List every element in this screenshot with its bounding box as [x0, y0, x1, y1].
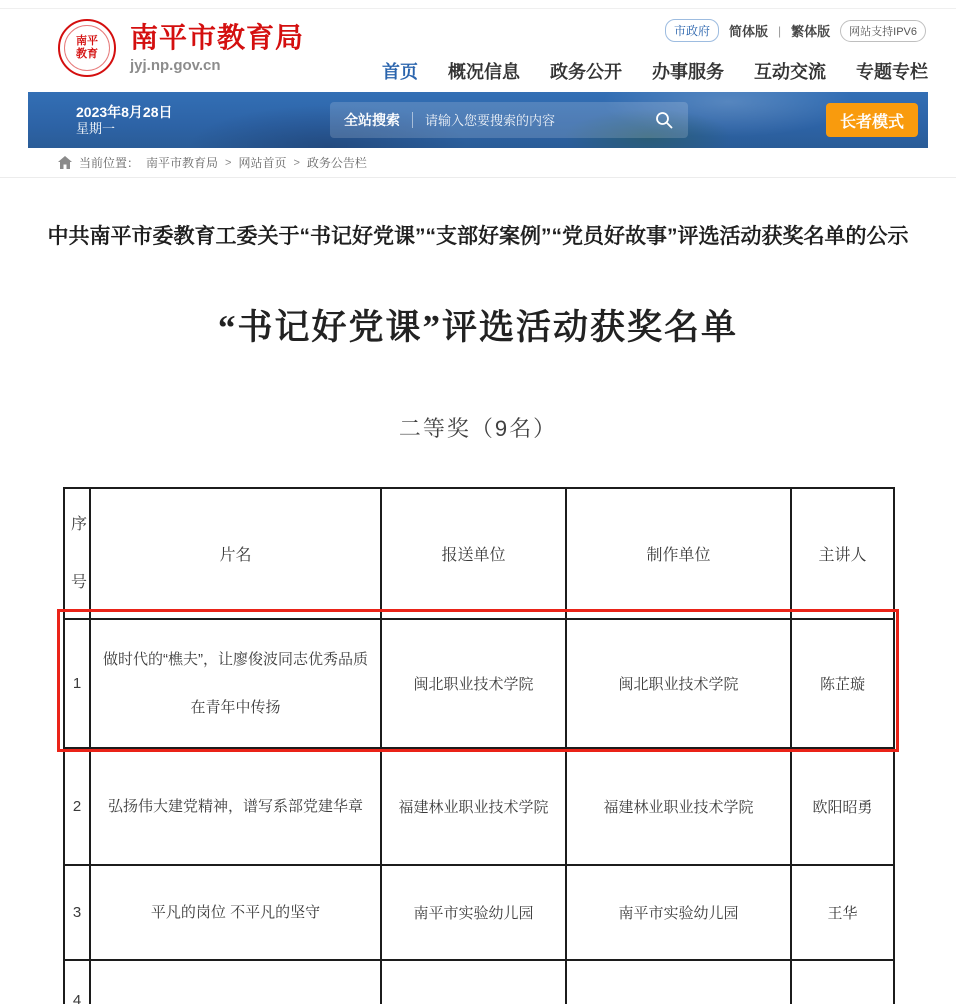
- top-divider: [0, 0, 956, 9]
- nav-interaction[interactable]: 互动交流: [754, 62, 826, 82]
- table-row: [64, 748, 894, 865]
- article-title: 中共南平市委教育工委关于“书记好党课”“支部好案例”“党员好故事”评选活动获奖名单的公示: [47, 225, 909, 248]
- nav-services[interactable]: 办事服务: [652, 62, 724, 82]
- table-cell: 3: [64, 865, 90, 960]
- table-cell: 闽北职业技术学院: [381, 619, 566, 748]
- table-cell: 欧阳昭勇: [791, 748, 894, 865]
- table-cell: 陈芷璇: [791, 619, 894, 748]
- search-divider: [412, 112, 413, 128]
- city-gov-link[interactable]: 市政府: [665, 19, 719, 42]
- breadcrumb-section[interactable]: 政务公告栏: [306, 156, 367, 170]
- table-cell: 闽北职业技术学院: [566, 619, 791, 748]
- breadcrumb-row: [0, 148, 956, 178]
- awards-table-wrap: [63, 487, 893, 1004]
- simplified-link[interactable]: 简体版: [728, 24, 768, 39]
- table-cell: 王华: [791, 865, 894, 960]
- search-label: 全站搜索: [344, 112, 400, 128]
- article-subtitle: “书记好党课”评选活动获奖名单: [217, 308, 738, 347]
- table-cell: 南平市实验幼儿园: [381, 865, 566, 960]
- table-cell: [90, 960, 381, 1004]
- nav-overview[interactable]: 概况信息: [448, 62, 520, 82]
- current-weekday: 星期一: [76, 120, 116, 136]
- nav-home[interactable]: 首页: [382, 62, 418, 82]
- award-section-label: 二等奖（9名）: [398, 416, 558, 441]
- search-input[interactable]: [425, 113, 654, 128]
- table-row: [64, 960, 894, 1004]
- table-cell: [381, 960, 566, 1004]
- header-film-title: 片名: [90, 488, 381, 619]
- table-row: [64, 619, 894, 748]
- seal-logo-icon: [58, 19, 116, 77]
- table-row: [64, 865, 894, 960]
- date-block: [76, 104, 173, 137]
- table-cell: 弘扬伟大建党精神，谱写系部党建华章: [90, 748, 381, 865]
- site-header: [0, 9, 956, 92]
- table-cell: 南平市实验幼儿园: [566, 865, 791, 960]
- link-separator: |: [778, 23, 782, 38]
- breadcrumb: [28, 148, 928, 177]
- breadcrumb-site[interactable]: 南平市教育局: [146, 156, 219, 170]
- breadcrumb-home[interactable]: 网站首页: [238, 156, 287, 170]
- site-name: 南平市教育局: [130, 21, 305, 53]
- table-cell: 做时代的“樵夫”，让廖俊波同志优秀品质在青年中传扬: [90, 619, 381, 748]
- header-producing-unit: 制作单位: [566, 488, 791, 619]
- traditional-link[interactable]: 繁体版: [791, 24, 831, 39]
- table-cell: 1: [64, 619, 90, 748]
- site-search: [330, 102, 688, 138]
- header-serial: 序号: [64, 488, 90, 619]
- header-submitting-unit: 报送单位: [381, 488, 566, 619]
- table-cell: 4: [64, 960, 90, 1004]
- site-url: jyj.np.gov.cn: [130, 56, 221, 74]
- table-cell: [791, 960, 894, 1004]
- nav-gov-affairs[interactable]: 政务公开: [550, 62, 622, 82]
- main-nav: [382, 58, 928, 84]
- table-cell: [566, 960, 791, 1004]
- elder-mode-button[interactable]: 长者模式: [826, 103, 918, 137]
- table-cell: 平凡的岗位 不平凡的坚守: [90, 865, 381, 960]
- top-utility-links: [665, 19, 926, 42]
- current-date: 2023年8月28日: [76, 103, 173, 120]
- table-cell: 2: [64, 748, 90, 865]
- nav-special-topics[interactable]: 专题专栏: [856, 62, 928, 82]
- banner-bar: [28, 92, 928, 148]
- home-icon: [58, 156, 72, 169]
- search-icon[interactable]: [654, 110, 674, 130]
- article: [0, 220, 956, 1004]
- table-header-row: [64, 488, 894, 619]
- ipv6-badge: 网站支持IPV6: [840, 20, 926, 42]
- breadcrumb-prefix: 当前位置：: [79, 156, 140, 170]
- awards-table-body: [64, 619, 894, 1004]
- awards-table: [63, 487, 895, 1004]
- header-speaker: 主讲人: [791, 488, 894, 619]
- site-logo[interactable]: [58, 19, 304, 77]
- seal-text-line1: 南平: [76, 35, 98, 47]
- table-cell: 福建林业职业技术学院: [381, 748, 566, 865]
- breadcrumb-separator: >: [225, 156, 232, 169]
- table-cell: 福建林业职业技术学院: [566, 748, 791, 865]
- seal-text-line2: 教育: [76, 48, 98, 60]
- breadcrumb-separator: >: [293, 156, 300, 169]
